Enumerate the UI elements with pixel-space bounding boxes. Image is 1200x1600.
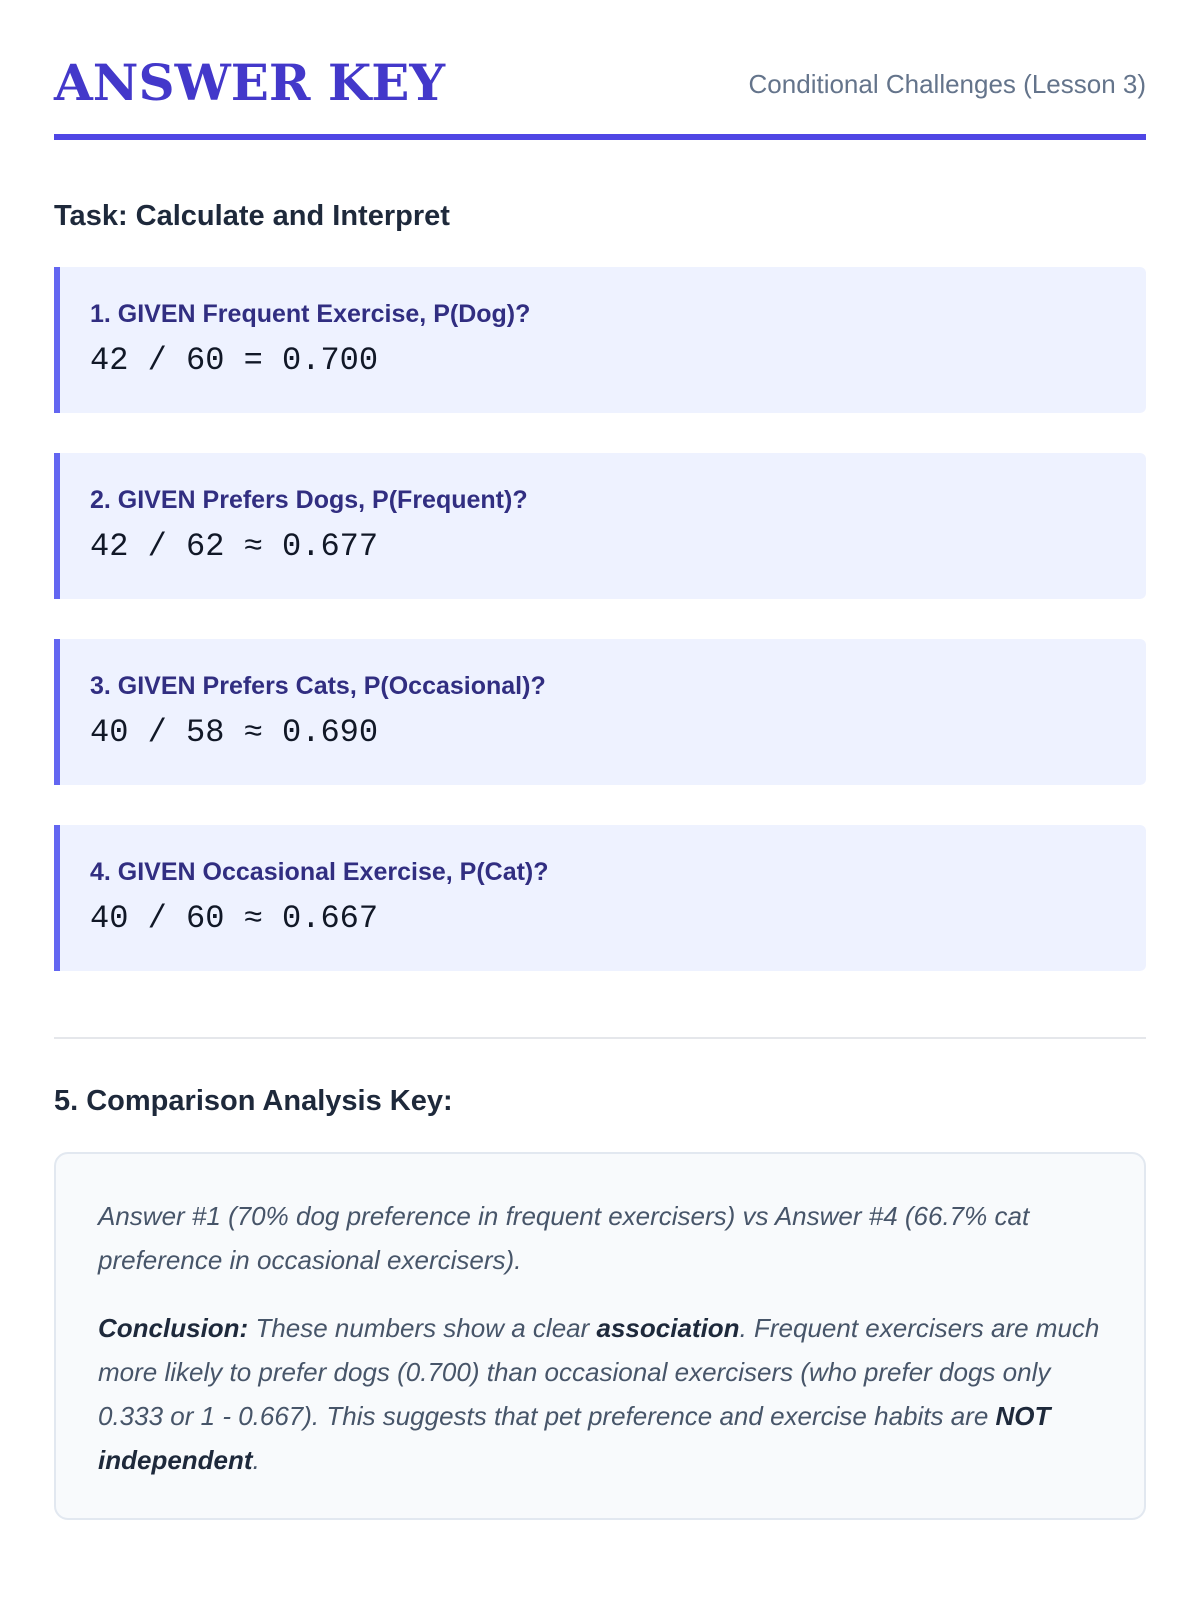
conclusion-bold-association: association bbox=[596, 1313, 740, 1343]
question-card-3 bbox=[54, 639, 1146, 785]
question-card-4 bbox=[54, 825, 1146, 971]
conclusion-text-1: These numbers show a clear bbox=[248, 1313, 597, 1343]
conclusion-text-3: . bbox=[252, 1445, 260, 1475]
question-label: 1. GIVEN Frequent Exercise, P(Dog)? bbox=[90, 300, 531, 328]
comparison-analysis-box bbox=[54, 1152, 1146, 1520]
task-heading: Task: Calculate and Interpret bbox=[54, 200, 450, 232]
conclusion-bold-not-independent: NOT independent bbox=[98, 1401, 1051, 1475]
conclusion-paragraph bbox=[98, 1306, 1102, 1482]
question-answer: 42 / 60 = 0.700 bbox=[90, 342, 379, 379]
question-label: 2. GIVEN Prefers Dogs, P(Frequent)? bbox=[90, 486, 528, 514]
header bbox=[54, 0, 1146, 140]
question-card-1 bbox=[54, 267, 1146, 413]
conclusion-label: Conclusion: bbox=[98, 1313, 249, 1343]
section-divider bbox=[54, 1037, 1146, 1039]
comparison-paragraph: Answer #1 (70% dog preference in frequent exercisers) vs Answer #4 (66.7% cat preference in occasional exercisers). bbox=[98, 1201, 1030, 1275]
question-label: 4. GIVEN Occasional Exercise, P(Cat)? bbox=[90, 858, 549, 886]
question-answer: 40 / 60 ≈ 0.667 bbox=[90, 900, 379, 937]
question-list bbox=[54, 267, 1146, 971]
question-answer: 42 / 62 ≈ 0.677 bbox=[90, 528, 379, 565]
question-answer: 40 / 58 ≈ 0.690 bbox=[90, 714, 379, 751]
comparison-heading: 5. Comparison Analysis Key: bbox=[54, 1085, 453, 1117]
question-label: 3. GIVEN Prefers Cats, P(Occasional)? bbox=[90, 672, 546, 700]
conclusion-text-2: . Frequent exercisers are much more likely to prefer dogs (0.700) than occasional exercisers (who prefer dogs only 0.333 or 1 - 0.667). This suggests that pet preference and exercise habits are bbox=[98, 1313, 1100, 1431]
lesson-subtitle: Conditional Challenges (Lesson 3) bbox=[748, 69, 1146, 99]
question-card-2 bbox=[54, 453, 1146, 599]
page-title: ANSWER KEY bbox=[54, 53, 446, 112]
